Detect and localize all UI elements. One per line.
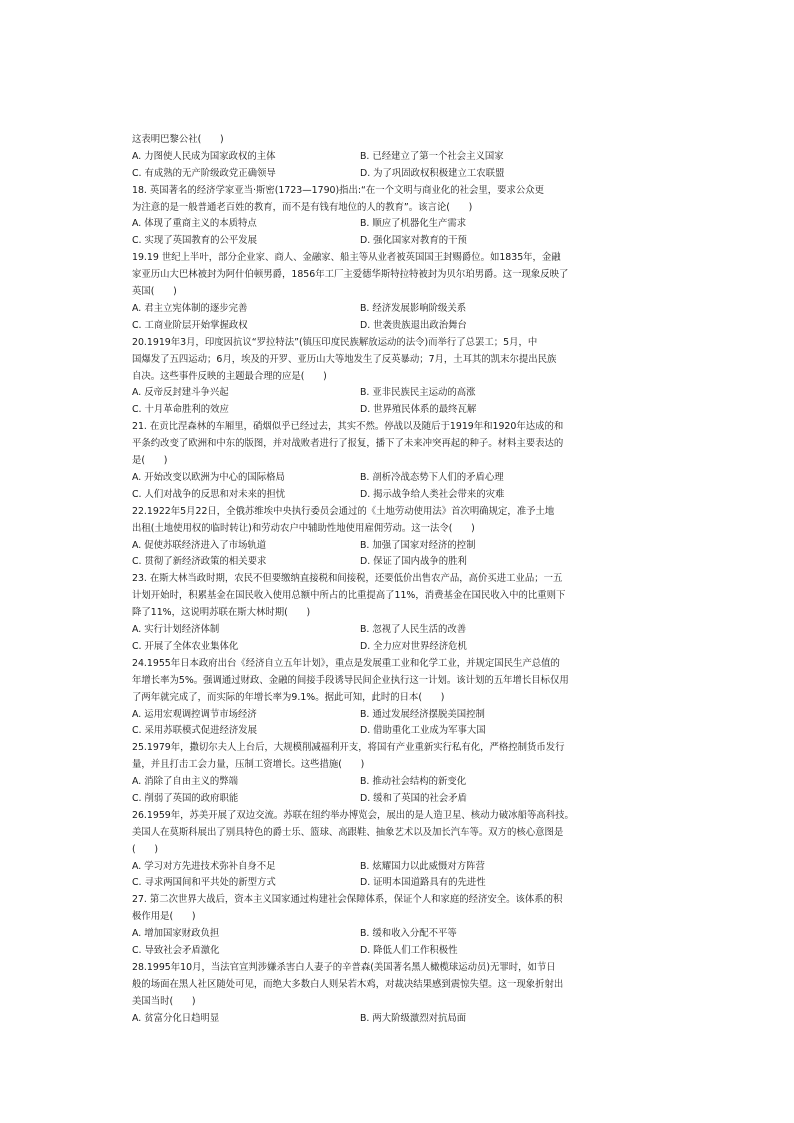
option-a: A. 实行计划经济体制 [132,624,220,636]
options-row [132,318,664,335]
option-c: C. 开展了全体农业集体化 [132,640,239,652]
option-b: B. 亚非民族民主运动的高涨 [360,387,476,399]
option-d: D. 世界殖民体系的最终瓦解 [360,404,477,416]
option-d: D. 保证了国内战争的胜利 [360,556,467,568]
question-text: 24.1955年日本政府出台《经济自立五年计划》，重点是发展重工业和化学工业，并规定国民生产总值的 [132,657,560,669]
intro-options-row [132,166,664,183]
option-c: C. 导致社会矛盾激化 [132,945,220,957]
question-text: 18. 英国著名的经济学家亚当·斯密(1723—1790)指出:“在一个文明与商业化的社会里，要求公众更 [132,184,545,196]
option-c: C. 寻求两国间和平共处的新型方式 [132,877,276,889]
option-c: C. 采用苏联模式促进经济发展 [132,725,258,737]
question-list [132,183,664,1028]
option-a: A. 学习对方先进技术弥补自身不足 [132,860,276,872]
options-row [132,554,664,571]
option-b: B. 加强了国家对经济的控制 [360,539,476,551]
options-row [132,216,664,233]
question-intro: 这表明巴黎公社( ) [132,134,224,145]
option-b: B. 剖析冷战态势下人们的矛盾心理 [360,471,504,483]
question-text: 计划开始时，积累基金在国民收入使用总额中所占的比重提高了11%，消费基金在国民收入中的比重则下 [132,590,566,602]
option-b: B. 两大阶级激烈对抗局面 [360,1012,467,1024]
option-d: D. 缓和了英国的社会矛盾 [360,793,467,804]
question-block [132,571,664,655]
question-text: 27. 第二次世界大战后，资本主义国家通过构建社会保障体系，保证个人和家庭的经济安全。该体系的积 [132,894,563,906]
question-block [132,504,664,572]
option-b: B. 忽视了人民生活的改善 [360,624,467,636]
option-a: A. 君主立宪体制的逐步完善 [132,302,248,314]
option-a: A. 反帝反封建斗争兴起 [132,387,229,399]
options-row [132,639,664,656]
option-c: C. 人们对战争的反思和对未来的担忧 [132,488,286,500]
option-d: D. 全力应对世界经济危机 [360,640,467,652]
option-c: C. 削弱了英国的政府职能 [132,793,239,804]
question-text: 为注意的是一般普通老百姓的教育，而不是有钱有地位的人的教育”。该言论( ) [132,201,473,213]
options-row [132,859,664,876]
question-text: 美国当时( ) [132,995,196,1007]
question-text: 28.1995年10月，当法官宣判涉嫌杀害白人妻子的辛普森(美国著名黑人橄榄球运动员)无罪时，如节日 [132,961,556,973]
option-b: B. 顺应了机器化生产需求 [360,218,467,230]
question-text: 年增长率为5%。强调通过财政、金融的间接手段诱导民间企业执行这一计划。该计划的五年增长目标仅用 [132,674,569,686]
options-row [132,487,664,504]
exam-page [132,132,664,1028]
question-text: 家亚历山大巴林被封为阿什伯顿男爵，1856年工厂主爱德华斯特拉特被封为贝尔珀男爵。这一现象反映了 [132,269,569,281]
option-a: A. 开始改变以欧洲为中心的国际格局 [132,471,285,483]
question-block [132,335,664,419]
option-b: B. 推动社会结构的新变化 [360,776,467,788]
question-text: 出租(土地使用权的临时转让)和劳动农户中辅助性地使用雇佣劳动。这一法令( ) [132,522,475,534]
question-text: 降了11%，这说明苏联在斯大林时期( ) [132,607,311,619]
option-d: D. 强化国家对教育的干预 [360,235,467,247]
options-row [132,1011,664,1028]
option-a: A. 力图使人民成为国家政权的主体 [132,150,276,162]
option-a: A. 运用宏观调控调节市场经济 [132,708,257,720]
option-d: D. 证明本国道路具有的先进性 [360,877,486,889]
option-d: D. 降低人们工作积极性 [360,945,458,957]
options-row [132,943,664,960]
options-row [132,301,664,318]
question-block [132,892,664,960]
options-row [132,402,664,419]
options-row [132,538,664,555]
option-b: B. 炫耀国力以此威慑对方阵营 [360,860,485,872]
question-text: 23. 在斯大林当政时期，农民不但要缴纳直接税和间接税，还要低价出售农产品，高价买进工业品；一五 [132,573,563,585]
option-d: D. 为了巩固政权积极建立工农联盟 [360,167,505,179]
options-row [132,723,664,740]
option-b: B. 通过发展经济摆脱美国控制 [360,708,485,720]
question-block [132,808,664,892]
options-row [132,774,664,791]
question-text: 22.1922年5月22日，全俄苏维埃中央执行委员会通过的《土地劳动使用法》首次明确规定，准予土地 [132,505,555,517]
question-block [132,960,664,1028]
intro-options-row [132,149,664,166]
option-a: A. 消除了自由主义的弊端 [132,776,238,788]
option-b: B. 已经建立了第一个社会主义国家 [360,150,504,162]
options-row [132,875,664,892]
options-row [132,926,664,943]
options-row [132,707,664,724]
question-text: 平条约改变了欧洲和中东的版图，并对战败者进行了报复，播下了未来冲突再起的种子。材料主要表达的 [132,438,564,450]
options-row [132,385,664,402]
question-text: 19.19 世纪上半叶，部分企业家、商人、金融家、船主等从业者被英国国王封赐爵位。如1835年，金融 [132,252,561,264]
question-block [132,250,664,334]
question-block [132,740,664,808]
options-row [132,233,664,250]
question-block [132,656,664,740]
question-text: 美国人在莫斯科展出了别具特色的爵士乐、篮球、高跟鞋、抽象艺术以及加长汽车等。双方的核心意图是 [132,826,564,838]
options-row [132,622,664,639]
question-text: 是( ) [132,455,168,467]
question-text: 极作用是( ) [132,911,196,923]
option-d: D. 借助重化工业成为军事大国 [360,725,486,737]
question-text: 自决。这些事件反映的主题最合理的应是( ) [132,370,327,382]
question-text: 量，并且打击工会力量，压制工资增长。这些措施( ) [132,759,365,771]
option-a: A. 增加国家财政负担 [132,928,220,940]
option-b: B. 缓和收入分配不平等 [360,928,457,940]
question-text: 20.1919年3月，印度因抗议“罗拉特法”(镇压印度民族解放运动的法令)而举行了总罢工；5月，中 [132,336,538,348]
question-text: 25.1979年，撒切尔夫人上台后，大规模削减福利开支，将国有产业重新实行私有化，严格控制货币发行 [132,742,565,754]
option-d: D. 世袭贵族退出政治舞台 [360,319,467,331]
option-a: A. 体现了重商主义的本质特点 [132,218,257,230]
options-row [132,791,664,808]
question-text: 26.1959年，苏美开展了双边交流。苏联在纽约举办博览会，展出的是人造卫星、核动力破冰船等高科技。 [132,809,574,821]
question-block [132,419,664,503]
options-row [132,470,664,487]
option-c: C. 实现了英国教育的公平发展 [132,235,258,247]
question-text: 21. 在贡比涅森林的车厢里，硝烟似乎已经过去，其实不然。停战以及随后于1919年和1920年达成的和 [132,421,564,433]
question-text: ( ) [132,843,159,855]
option-d: D. 揭示战争给人类社会带来的灾难 [360,488,505,500]
question-text: 了两年就完成了，而实际的年增长率为9.1%。据此可知，此时的日本( ) [132,691,445,703]
option-c: C. 工商业阶层开始掌握政权 [132,319,248,331]
option-a: A. 贫富分化日趋明显 [132,1012,220,1024]
option-c: C. 十月革命胜利的效应 [132,404,229,416]
option-b: B. 经济发展影响阶级关系 [360,302,467,314]
question-text: 国爆发了五四运动；6月，埃及的开罗、亚历山大等地发生了反英暴动；7月，土耳其的凯末尔提出民族 [132,353,557,365]
question-text: 般的场面在黑人社区随处可见，而绝大多数白人则呆若木鸡，对裁决结果感到震惊失望。这一现象折射出 [132,978,564,990]
question-block [132,183,664,251]
option-c: C. 有成熟的无产阶级政党正确领导 [132,167,276,179]
option-c: C. 贯彻了新经济政策的相关要求 [132,556,267,568]
question-text: 英国( ) [132,286,177,298]
option-a: A. 促使苏联经济进入了市场轨道 [132,539,267,551]
